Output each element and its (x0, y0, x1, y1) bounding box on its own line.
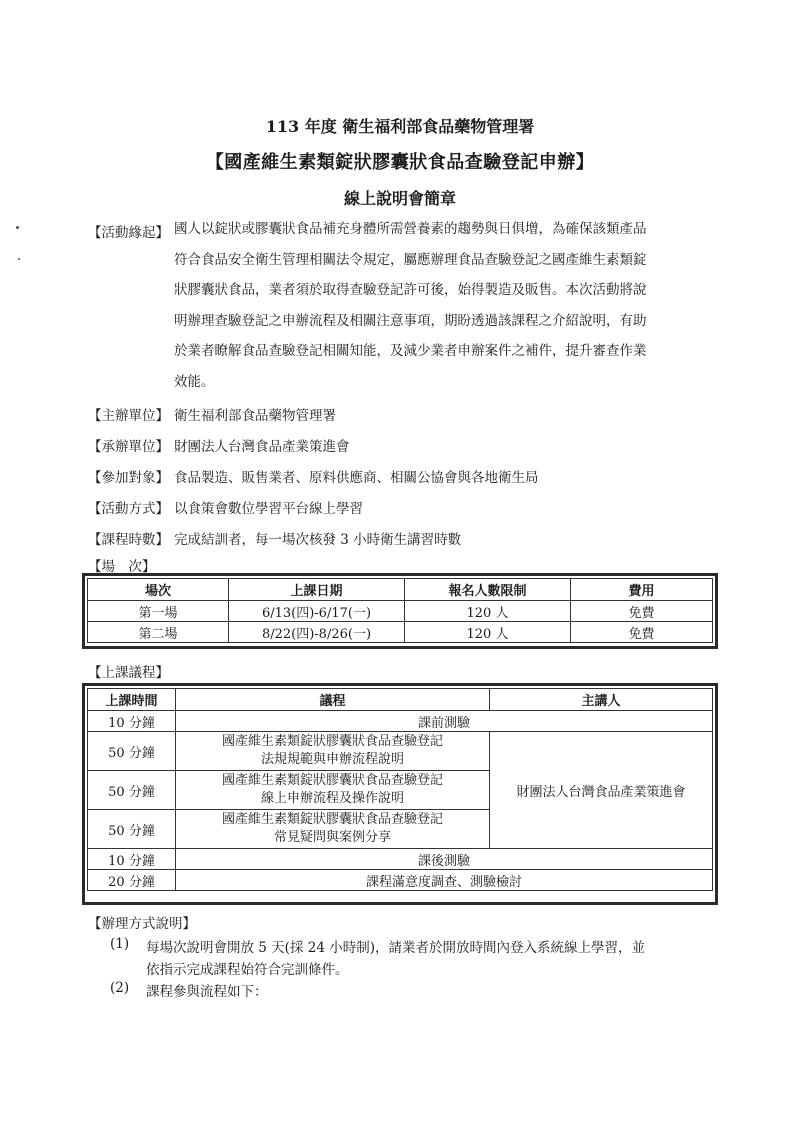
table-cell (176, 771, 490, 810)
table-cell: 8/22(四)-8/26(一) (229, 622, 405, 643)
col-header: 上課時間 (88, 689, 176, 711)
table-row (88, 870, 713, 891)
origin-line: 於業者瞭解食品查驗登記相關知能，及減少業者申辦案件之補件，提升審查作業 (174, 343, 647, 359)
table-row (88, 711, 713, 732)
contractor-row (88, 435, 350, 455)
method-item-text: 依指示完成課程始符合完訓條件。 (146, 962, 349, 978)
hours-row (88, 528, 461, 548)
sessions-table (87, 578, 713, 643)
agenda-table (87, 688, 713, 891)
sessions-table-frame (82, 573, 718, 649)
table-cell (176, 810, 490, 849)
table-cell: 50 分鐘 (88, 810, 176, 849)
origin-text (174, 214, 734, 397)
table-cell: 50 分鐘 (88, 771, 176, 810)
page-title-year: 113 年度 衛生福利部食品藥物管理署 (265, 117, 535, 136)
origin-line: 效能。 (174, 373, 215, 390)
col-header: 報名人數限制 (405, 579, 571, 601)
audience-value: 食品製造、販售業者、原料供應商、相關公協會與各地衛生局 (174, 470, 539, 486)
table-cell: 10 分鐘 (88, 711, 176, 732)
table-cell: 第一場 (88, 601, 229, 622)
col-header: 費用 (571, 579, 713, 601)
col-header: 上課日期 (229, 579, 405, 601)
table-header-row (88, 689, 713, 711)
format-value: 以食策會數位學習平台線上學習 (174, 501, 363, 517)
origin-line: 國人以錠狀或膠囊狀食品補充身體所需營養素的趨勢與日俱增，為確保該類產品 (174, 221, 647, 237)
method-item-number: (1) (110, 936, 130, 952)
audience-label: 【參加對象】 (88, 470, 169, 486)
organizer-label: 【主辦單位】 (88, 408, 169, 424)
table-cell: 第二場 (88, 622, 229, 643)
topic-line: 常見疑問與案例分享 (273, 830, 391, 845)
table-cell: 課前測驗 (176, 711, 713, 732)
hours-value: 完成結訓者，每一場次核發 3 小時衛生講習時數 (174, 532, 462, 548)
topic-line: 線上申辦流程及操作說明 (260, 791, 404, 806)
format-label: 【活動方式】 (88, 501, 169, 517)
origin-line: 狀膠囊狀食品，業者須於取得查驗登記許可後，始得製造及販售。本次活動將說 (174, 282, 647, 298)
table-cell: 50 分鐘 (88, 732, 176, 771)
topic-line: 國產維生素類錠狀膠囊狀食品查驗登記 (221, 812, 443, 827)
origin-label: 【活動緣起】 (88, 225, 169, 241)
contractor-value: 財團法人台灣食品產業策進會 (174, 439, 350, 455)
page-title-main: 【國產維生素類錠狀膠囊狀食品查驗登記申辦】 (205, 152, 595, 173)
method-item-text: 課程參與流程如下： (146, 984, 268, 1000)
table-cell: 10 分鐘 (88, 849, 176, 870)
agenda-table-frame (82, 683, 718, 905)
speaker-cell: 財團法人台灣食品產業策進會 (490, 732, 713, 849)
table-cell: 20 分鐘 (88, 870, 176, 891)
table-header-row (88, 579, 713, 601)
organizer-value: 衛生福利部食品藥物管理署 (174, 408, 336, 424)
scan-speck (18, 258, 20, 260)
topic-line: 國產維生素類錠狀膠囊狀食品查驗登記 (221, 773, 443, 788)
audience-row (88, 466, 539, 486)
table-cell (176, 732, 490, 771)
method-item-text: 每場次說明會開放 5 天(採 24 小時制)，請業者於開放時間內登入系統線上學習，並 (146, 940, 645, 956)
table-cell: 免費 (571, 622, 713, 643)
method-item-number: (2) (110, 980, 130, 996)
col-header: 議程 (176, 689, 490, 711)
origin-line: 符合食品安全衛生管理相關法令規定，屬應辦理食品查驗登記之國產維生素類錠 (174, 251, 647, 268)
sessions-label: 【場 次】 (88, 559, 156, 575)
format-row (88, 497, 363, 517)
col-header: 主講人 (490, 689, 713, 711)
method-label: 【辦理方式說明】 (88, 916, 196, 932)
table-cell: 課程滿意度調查、測驗檢討 (176, 870, 713, 891)
table-cell: 免費 (571, 601, 713, 622)
scan-speck (16, 226, 19, 229)
table-cell: 120 人 (405, 622, 571, 643)
table-cell: 120 人 (405, 601, 571, 622)
agenda-label: 【上課議程】 (88, 665, 169, 681)
topic-line: 國產維生素類錠狀膠囊狀食品查驗登記 (221, 734, 443, 749)
table-cell: 6/13(四)-6/17(一) (229, 601, 405, 622)
table-row (88, 601, 713, 622)
organizer-row (88, 404, 336, 424)
table-row (88, 622, 713, 643)
topic-line: 法規規範與申辦流程說明 (260, 752, 404, 767)
hours-label: 【課程時數】 (88, 532, 169, 548)
col-header: 場次 (88, 579, 229, 601)
origin-line: 明辦理查驗登記之申辦流程及相關注意事項，期盼透過該課程之介紹說明，有助 (174, 312, 647, 329)
table-cell: 課後測驗 (176, 849, 713, 870)
table-row (88, 849, 713, 870)
table-row (88, 732, 713, 771)
contractor-label: 【承辦單位】 (88, 439, 169, 455)
page-subtitle: 線上說明會簡章 (343, 189, 456, 208)
